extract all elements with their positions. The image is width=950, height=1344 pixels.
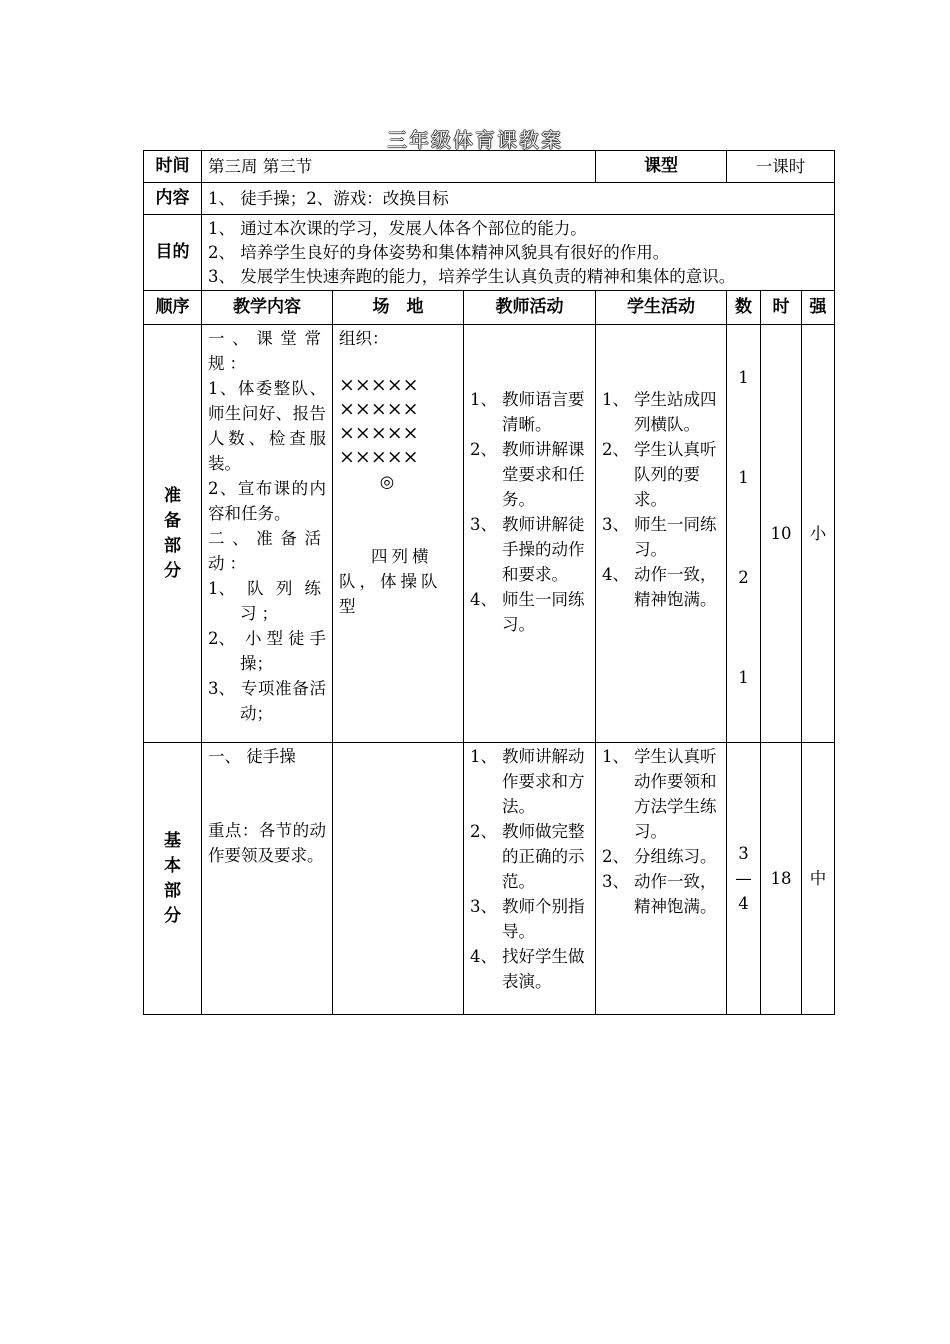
org-label: 组织： <box>339 329 389 348</box>
formation-row: ××××× <box>339 422 419 444</box>
prep-row <box>144 325 835 743</box>
student-activity-item: 1、 学生站成四列横队。 <box>602 390 717 434</box>
prep-intensity: 小 <box>802 325 835 743</box>
col-time: 时 <box>761 291 802 325</box>
lesson-plan-table <box>143 150 835 1015</box>
goal-row <box>144 215 835 291</box>
col-venue: 场 地 <box>333 291 464 325</box>
content-value: 1、 徒手操；2、游戏：改换目标 <box>202 183 835 215</box>
teacher-activity-item: 3、 教师讲解徒手操的动作和要求。 <box>470 515 585 584</box>
prep-teacher-activity <box>464 325 596 743</box>
prep-content-line: 二、准备活动： <box>208 529 326 573</box>
student-activity-item: 2、 学生认真听队列的要求。 <box>602 440 717 509</box>
teacher-activity-item: 3、 教师个别指导。 <box>470 897 585 941</box>
content-label: 内容 <box>144 183 202 215</box>
col-order: 顺序 <box>144 291 202 325</box>
count-value: 3 <box>738 844 749 863</box>
student-activity-item: 1、 学生认真听动作要领和方法学生练习。 <box>602 747 717 841</box>
org-caption: 四列横队，体操队型 <box>339 547 442 616</box>
page-title: 三年级体育课教案 <box>387 128 563 152</box>
time-value: 第三周 第三节 <box>202 151 596 183</box>
prep-time: 10 <box>761 325 802 743</box>
basic-content <box>202 743 333 1015</box>
goal-label: 目的 <box>144 215 202 291</box>
count-value: 1 <box>738 368 749 387</box>
teacher-activity-item: 1、 教师讲解动作要求和方法。 <box>470 747 585 816</box>
count-value: 2 <box>738 568 749 587</box>
basic-time: 18 <box>761 743 802 1015</box>
student-activity-item: 4、 动作一致，精神饱满。 <box>602 565 717 609</box>
basic-venue <box>333 743 464 1015</box>
prep-counts <box>727 325 761 743</box>
count-value: 1 <box>738 668 749 687</box>
student-activity-item: 2、 分组练习。 <box>602 847 717 866</box>
prep-content-item: 3、 专项准备活动； <box>208 679 326 723</box>
basic-content-title: 一、 徒手操 <box>208 747 296 766</box>
time-row <box>144 151 835 183</box>
basic-section-label: 基 本 部 分 <box>144 743 202 1015</box>
teacher-activity-item: 2、 教师讲解课堂要求和任务。 <box>470 440 585 509</box>
formation-row: ××××× <box>339 374 419 396</box>
time-label: 时间 <box>144 151 202 183</box>
goal-item: 1、 通过本次课的学习，发展人体各个部位的能力。 <box>208 218 587 238</box>
teacher-position-symbol: ◎ <box>379 472 395 491</box>
col-teacher: 教师活动 <box>464 291 596 325</box>
content-row <box>144 183 835 215</box>
formation-row: ××××× <box>339 398 419 420</box>
prep-content-line: 2、宣布课的内容和任务。 <box>208 479 326 523</box>
col-count: 数 <box>727 291 761 325</box>
basic-intensity: 中 <box>802 743 835 1015</box>
goal-item: 2、 培养学生良好的身体姿势和集体精神风貌具有很好的作用。 <box>208 242 670 262</box>
prep-content-item: 2、 小型徒手操； <box>208 629 326 673</box>
teacher-activity-item: 1、 教师语言要清晰。 <box>470 390 585 434</box>
prep-section-label: 准 备 部 分 <box>144 325 202 743</box>
col-content: 教学内容 <box>202 291 333 325</box>
type-label: 课型 <box>596 151 727 183</box>
basic-row <box>144 743 835 1015</box>
teacher-activity-item: 4、 师生一同练习。 <box>470 590 585 634</box>
count-value: 1 <box>738 468 749 487</box>
prep-venue <box>333 325 464 743</box>
prep-content <box>202 325 333 743</box>
prep-content-item: 1、 队列练习； <box>208 579 326 623</box>
column-header-row <box>144 291 835 325</box>
prep-student-activity <box>596 325 727 743</box>
teacher-activity-item: 4、 找好学生做表演。 <box>470 947 585 991</box>
prep-content-line: 1、体委整队、师生问好、报告人数、检查服装。 <box>208 379 326 473</box>
teacher-activity-item: 2、 教师做完整的正确的示范。 <box>470 822 585 891</box>
basic-student-activity <box>596 743 727 1015</box>
col-student: 学生活动 <box>596 291 727 325</box>
student-activity-item: 3、 动作一致，精神饱满。 <box>602 872 717 916</box>
goal-item: 3、 发展学生快速奔跑的能力，培养学生认真负责的精神和集体的意识。 <box>208 266 736 286</box>
type-value: 一课时 <box>727 151 835 183</box>
basic-content-key: 重点：各节的动作要领及要求。 <box>208 821 326 865</box>
count-dash: — <box>735 869 752 888</box>
col-intensity: 强 <box>802 291 835 325</box>
formation-row: ××××× <box>339 446 419 468</box>
basic-counts <box>727 743 761 1015</box>
basic-teacher-activity <box>464 743 596 1015</box>
count-value: 4 <box>738 894 749 913</box>
student-activity-item: 3、 师生一同练习。 <box>602 515 717 559</box>
prep-content-line: 一、课堂常规： <box>208 329 326 373</box>
